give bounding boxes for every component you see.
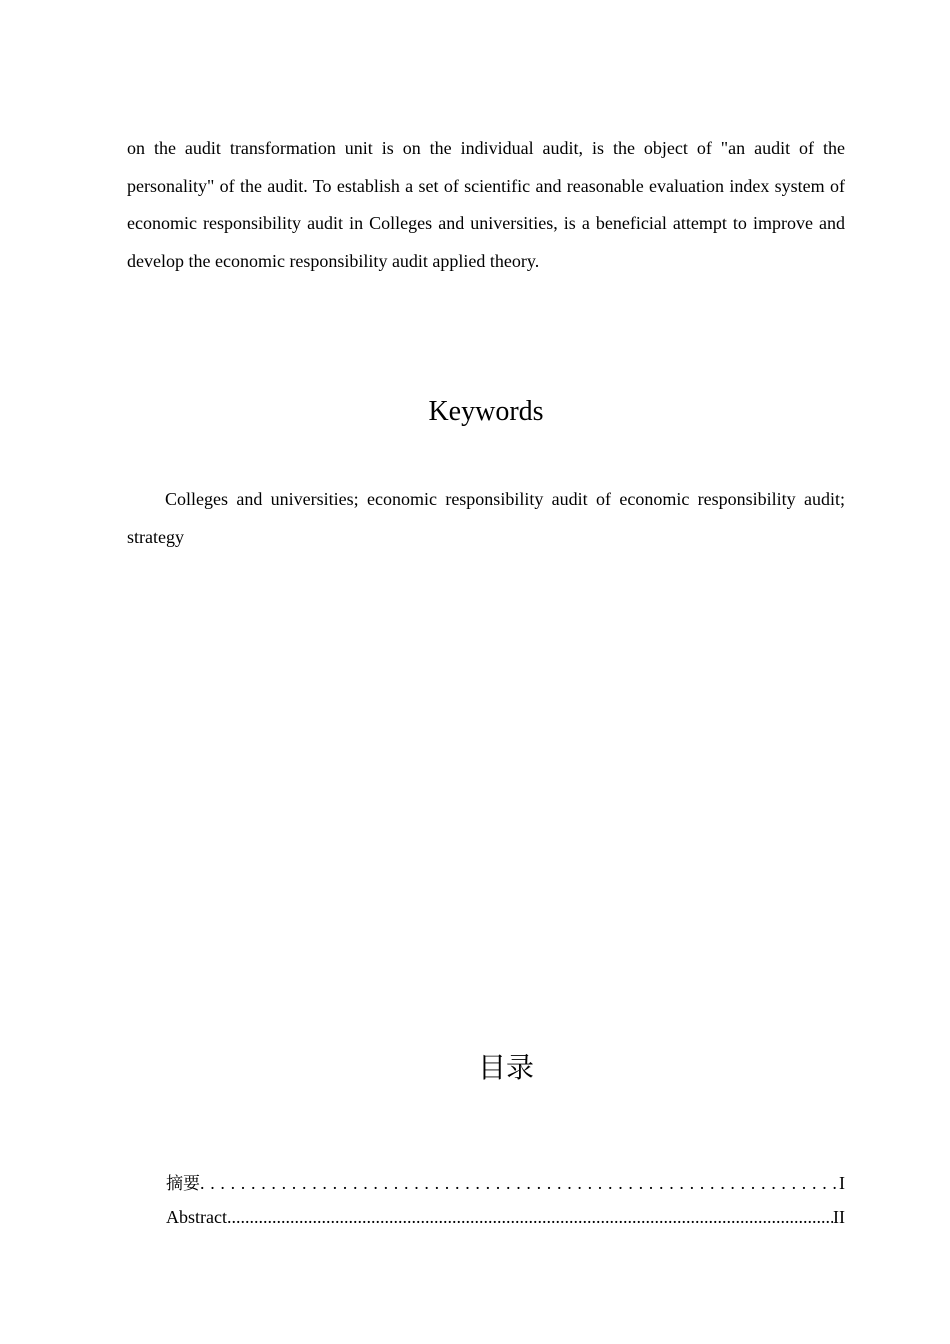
toc-entry-page: I [839, 1173, 845, 1193]
abstract-paragraph: on the audit transformation unit is on the individual audit, is the object of "an audit of the personality" of the audit. To establish a set of scientific and reasonable evaluation index system of economic responsibility audit in Colleges and universities, is a beneficial attempt to improve and develop the economic responsibility audit applied theory. [127, 138, 845, 271]
keywords-heading: Keywords [428, 396, 544, 427]
keywords-paragraph: Colleges and universities; economic responsibility audit of economic responsibility audit; strategy [127, 489, 845, 547]
toc-entry-title: Abstract [166, 1207, 227, 1227]
toc-entry-page: II [833, 1207, 845, 1227]
table-of-contents [166, 1166, 845, 1234]
toc-entry-abstract-en[interactable] [166, 1200, 845, 1234]
toc-entry-title: 摘要 [166, 1174, 200, 1194]
toc-dot-leader [227, 1200, 833, 1234]
toc-entry-abstract-cn[interactable] [166, 1166, 845, 1200]
toc-heading: 目录 [477, 1051, 534, 1084]
toc-dot-leader [200, 1166, 839, 1200]
